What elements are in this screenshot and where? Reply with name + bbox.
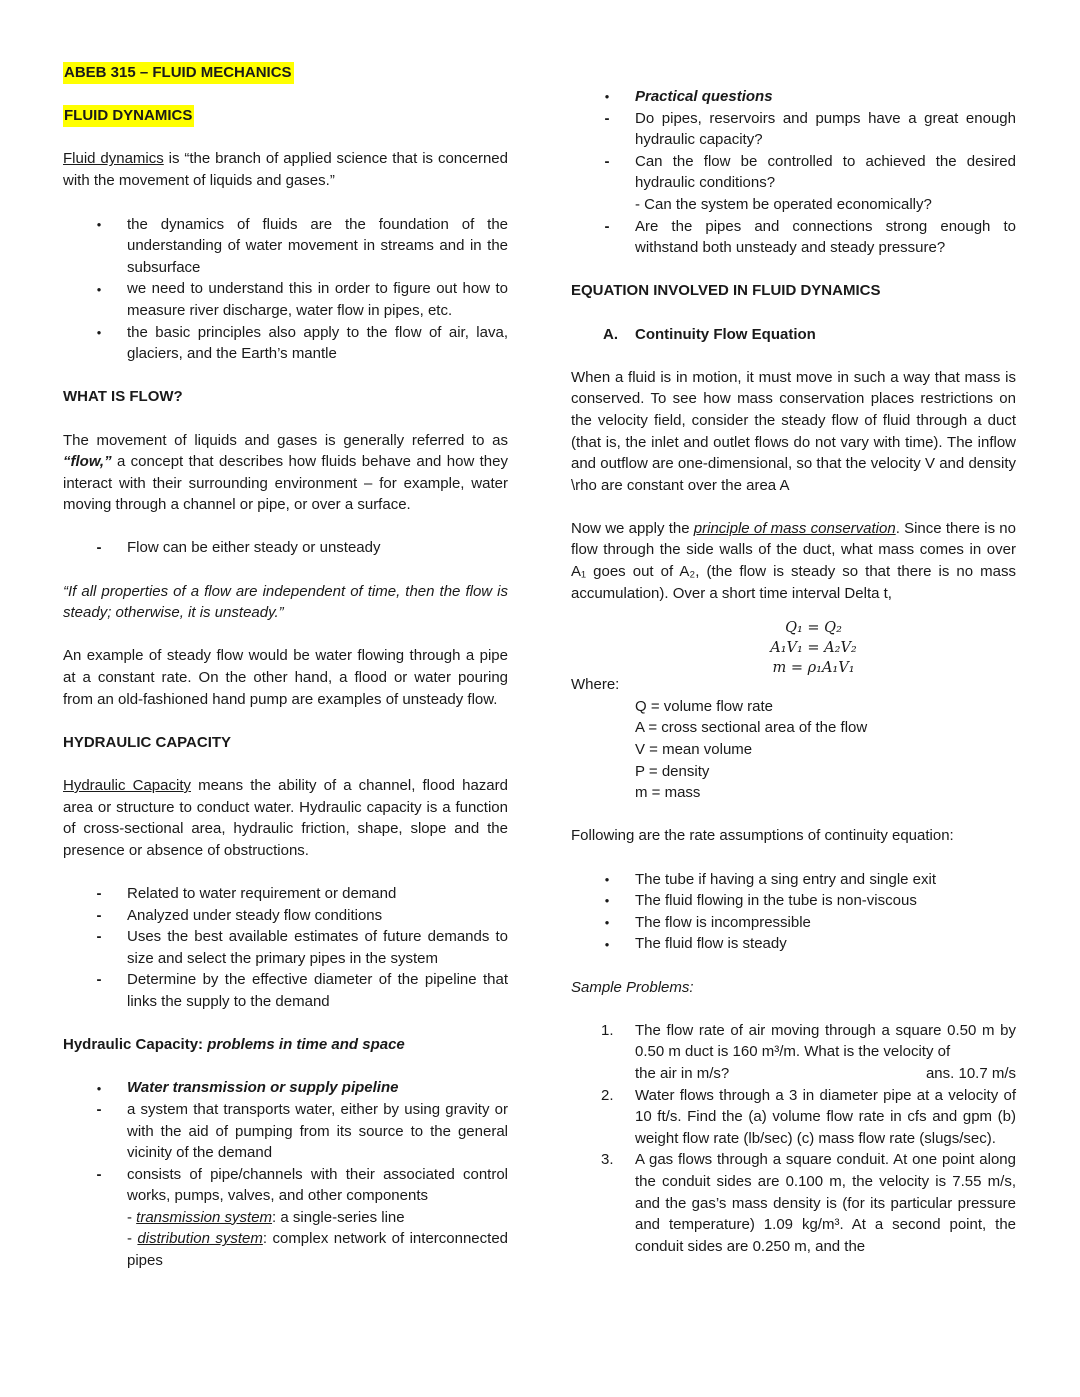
list-item: ● Practical questions bbox=[571, 86, 1016, 108]
intro-bullet-list bbox=[63, 214, 508, 365]
dash-icon bbox=[93, 1099, 105, 1121]
dash-icon bbox=[601, 151, 613, 173]
where-label: Where: bbox=[571, 676, 620, 694]
list-item: - consists of pipe/channels with their associated control works, pumps, valves, and other components - transmission system: a single-series line - distribution system: complex network of interconnected pipes bbox=[63, 1164, 508, 1272]
dash-icon bbox=[93, 969, 105, 991]
list-item: - Do pipes, reservoirs and pumps have a great enough hydraulic capacity? bbox=[571, 108, 1016, 151]
equation-line: Q₁ = Q₂ bbox=[785, 620, 842, 637]
practical-questions-list bbox=[571, 86, 1016, 259]
bullet-icon bbox=[93, 322, 105, 344]
right-column bbox=[571, 86, 1016, 1257]
continuity-paragraph-1: When a fluid is in motion, it must move in such a way that mass is conserved. To see how mass conservation places restrictions on the velocity field, consider the steady flow of fluid through a duct (that is, the inlet and outlet flows do not vary with time). The inflow and outflow are one-dimensional, so that the velocity V and density \rho are constant over the area A bbox=[571, 368, 1016, 494]
dash-icon bbox=[93, 537, 105, 559]
list-item: - Uses the best available estimates of future demands to size and select the primary pipes in the system bbox=[63, 926, 508, 969]
list-item: ● the dynamics of fluids are the foundation of the understanding of water movement in streams and in the subsurface bbox=[63, 214, 508, 279]
hydraulic-capacity-list bbox=[63, 883, 508, 1013]
bullet-icon bbox=[93, 1077, 105, 1099]
list-item: - Determine by the effective diameter of the pipeline that links the supply to the demand bbox=[63, 969, 508, 1012]
bullet-icon bbox=[93, 278, 105, 300]
equation-heading: EQUATION INVOLVED IN FLUID DYNAMICS bbox=[571, 282, 881, 300]
list-item: - Can the flow be controlled to achieved the desired hydraulic conditions? - Can the system be operated economically? bbox=[571, 151, 1016, 216]
bullet-icon bbox=[601, 912, 613, 934]
sample-problems-title: Sample Problems: bbox=[571, 978, 694, 996]
dash-icon bbox=[93, 883, 105, 905]
problem-item: 2. Water flows through a 3 in diameter pipe at a velocity of 10 ft/s. Find the (a) volume flow rate in cfs and gpm (b) weight flow rate (lb/sec) (c) mass flow rate (slugs/sec). bbox=[601, 1086, 1016, 1147]
hydraulic-capacity-heading: HYDRAULIC CAPACITY bbox=[63, 733, 232, 751]
continuity-heading: A. Continuity Flow Equation bbox=[603, 325, 816, 343]
assumptions-intro: Following are the rate assumptions of continuity equation: bbox=[571, 827, 954, 845]
equation-block bbox=[571, 618, 1016, 678]
course-title: ABEB 315 – FLUID MECHANICS bbox=[63, 62, 294, 84]
bullet-icon bbox=[601, 933, 613, 955]
problem-item: 1. The flow rate of air moving through a square 0.50 m by 0.50 m duct is 160 m³/m. What is the velocity of the air in m/s? ans. 10.7 m/s bbox=[571, 1020, 1016, 1085]
definition-item: m = mass bbox=[635, 784, 701, 802]
hydraulic-capacity-paragraph: Hydraulic Capacity means the ability of a channel, flood hazard area or structure to conduct water. Hydraulic capacity is a function of cross-sectional area, hydraulic friction, shape, slope and the presence or absence of obstructions. bbox=[63, 777, 508, 859]
list-item: - a system that transports water, either by using gravity or with the aid of pumping from its source to the general vicinity of the demand bbox=[63, 1099, 508, 1164]
dash-icon bbox=[93, 1164, 105, 1186]
list-item: - Flow can be either steady or unsteady bbox=[63, 537, 508, 559]
assumptions-list bbox=[571, 869, 1016, 955]
problem-item: 3. A gas flows through a square conduit. At one point along the conduit sides are 0.100 m, the velocity is 7.55 m/s, and the gas’s mass density is (for its particular pressure and temperature) 1.09 kg/m³. At a second point, the conduit sides are 0.250 m, and the bbox=[601, 1151, 1016, 1255]
fluid-dynamics-definition: Fluid dynamics is “the branch of applied science that is concerned with the movement of liquids and gases.” bbox=[63, 150, 508, 189]
list-item: ● The flow is incompressible bbox=[571, 912, 1016, 934]
definition-item: V = mean volume bbox=[635, 741, 753, 759]
answer-text: ans. 10.7 m/s bbox=[925, 1064, 1016, 1082]
flow-example: An example of steady flow would be water flowing through a pipe at a constant rate. On the other hand, a flood or water pouring from an old-fashioned hand pump are examples of unsteady flow. bbox=[63, 647, 508, 708]
dash-icon bbox=[601, 216, 613, 238]
flow-quote: “If all properties of a flow are independent of time, then the flow is steady; otherwise, it is unsteady.” bbox=[63, 582, 508, 622]
definition-item: P = density bbox=[635, 762, 710, 780]
list-item: - Are the pipes and connections strong enough to withstand both unsteady and steady pressure? bbox=[571, 216, 1016, 259]
list-item: ● Water transmission or supply pipeline bbox=[63, 1077, 508, 1099]
section-title: FLUID DYNAMICS bbox=[63, 105, 194, 127]
dash-icon bbox=[93, 905, 105, 927]
dash-icon bbox=[601, 108, 613, 130]
hydraulic-problems-heading: Hydraulic Capacity: problems in time and space bbox=[63, 1036, 405, 1054]
bullet-icon bbox=[601, 869, 613, 891]
continuity-paragraph-2: Now we apply the principle of mass conservation. Since there is no flow through the side walls of the duct, what mass comes in over A₁ goes out of A₂, (the flow is steady so that there is no mass accumulation). Over a short time interval Delta t, bbox=[571, 519, 1016, 602]
equation-line: m = ρ₁A₁V₁ bbox=[772, 660, 855, 677]
left-column bbox=[63, 62, 508, 1272]
flow-paragraph: The movement of liquids and gases is generally referred to as “flow,” a concept that describes how fluids behave and how they interact with their surrounding environment – for example, water moving through a channel or pipe, or over a surface. bbox=[63, 431, 508, 514]
list-item: ● we need to understand this in order to figure out how to measure river discharge, water flow in pipes, etc. bbox=[63, 278, 508, 321]
list-item: - Related to water requirement or demand bbox=[63, 883, 508, 905]
list-item: - Analyzed under steady flow conditions bbox=[63, 905, 508, 927]
list-item: ● The fluid flow is steady bbox=[571, 933, 1016, 955]
water-transmission-list bbox=[63, 1077, 508, 1271]
what-is-flow-heading: WHAT IS FLOW? bbox=[63, 388, 183, 406]
bullet-icon bbox=[601, 86, 613, 108]
sample-problems-list bbox=[571, 1020, 1016, 1258]
equation-line: A₁V₁ = A₂V₂ bbox=[770, 640, 857, 657]
definition-item: Q = volume flow rate bbox=[635, 697, 773, 715]
dash-icon bbox=[93, 926, 105, 948]
list-item: ● The tube if having a sing entry and single exit bbox=[571, 869, 1016, 891]
definition-item: A = cross sectional area of the flow bbox=[635, 719, 868, 737]
bullet-icon bbox=[93, 214, 105, 236]
bullet-icon bbox=[601, 890, 613, 912]
list-item: ● The fluid flowing in the tube is non-viscous bbox=[571, 890, 1016, 912]
definitions-list bbox=[571, 696, 1016, 804]
list-item: ● the basic principles also apply to the flow of air, lava, glaciers, and the Earth’s mantle bbox=[63, 322, 508, 365]
